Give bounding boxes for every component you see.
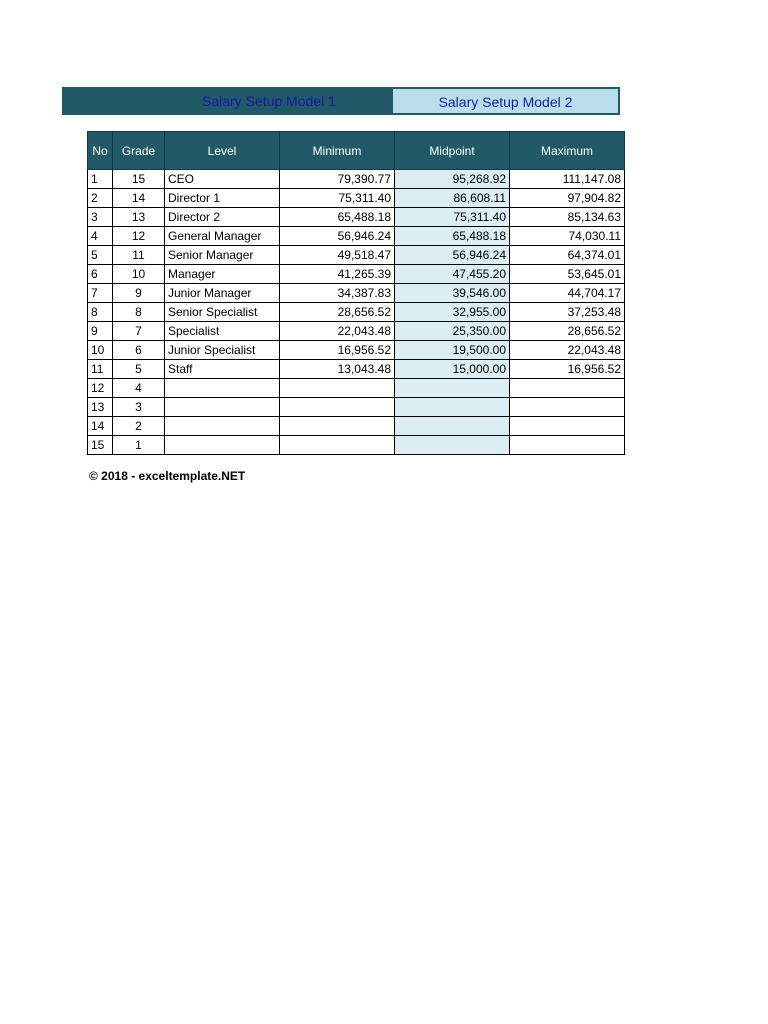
cell-midpoint[interactable]: 25,350.00 [395, 322, 510, 341]
table-row [88, 360, 625, 379]
table-row [88, 284, 625, 303]
cell-maximum[interactable] [510, 436, 625, 455]
cell-no[interactable]: 3 [88, 208, 113, 227]
cell-grade[interactable]: 12 [113, 227, 165, 246]
cell-maximum[interactable]: 37,253.48 [510, 303, 625, 322]
cell-level[interactable] [165, 417, 280, 436]
cell-level[interactable] [165, 436, 280, 455]
cell-midpoint[interactable] [395, 417, 510, 436]
copyright-footer: © 2018 - exceltemplate.NET [89, 469, 246, 483]
table-row [88, 265, 625, 284]
cell-grade[interactable]: 3 [113, 398, 165, 417]
cell-midpoint[interactable]: 15,000.00 [395, 360, 510, 379]
cell-grade[interactable]: 14 [113, 189, 165, 208]
table-row [88, 246, 625, 265]
cell-maximum[interactable] [510, 417, 625, 436]
cell-level[interactable] [165, 379, 280, 398]
cell-maximum[interactable] [510, 379, 625, 398]
cell-minimum[interactable]: 34,387.83 [280, 284, 395, 303]
cell-midpoint[interactable]: 19,500.00 [395, 341, 510, 360]
cell-midpoint[interactable]: 75,311.40 [395, 208, 510, 227]
table-row [88, 208, 625, 227]
cell-no[interactable]: 2 [88, 189, 113, 208]
column-header-level: Level [165, 132, 280, 170]
table-row [88, 341, 625, 360]
cell-no[interactable]: 6 [88, 265, 113, 284]
cell-level[interactable]: Senior Manager [165, 246, 280, 265]
cell-level[interactable]: General Manager [165, 227, 280, 246]
cell-grade[interactable]: 8 [113, 303, 165, 322]
cell-maximum[interactable]: 28,656.52 [510, 322, 625, 341]
cell-no[interactable]: 12 [88, 379, 113, 398]
cell-grade[interactable]: 2 [113, 417, 165, 436]
cell-maximum[interactable]: 16,956.52 [510, 360, 625, 379]
cell-grade[interactable]: 15 [113, 170, 165, 189]
column-header-no: No [88, 132, 113, 170]
cell-level[interactable]: Specialist [165, 322, 280, 341]
cell-grade[interactable]: 1 [113, 436, 165, 455]
cell-grade[interactable]: 5 [113, 360, 165, 379]
cell-level[interactable]: Junior Manager [165, 284, 280, 303]
cell-no[interactable]: 8 [88, 303, 113, 322]
cell-no[interactable]: 10 [88, 341, 113, 360]
cell-maximum[interactable]: 64,374.01 [510, 246, 625, 265]
cell-no[interactable]: 1 [88, 170, 113, 189]
cell-maximum[interactable]: 97,904.82 [510, 189, 625, 208]
cell-grade[interactable]: 7 [113, 322, 165, 341]
cell-midpoint[interactable]: 86,608.11 [395, 189, 510, 208]
tab-salary-setup-model-1[interactable] [62, 88, 392, 114]
table-row [88, 170, 625, 189]
cell-no[interactable]: 14 [88, 417, 113, 436]
cell-grade[interactable]: 6 [113, 341, 165, 360]
column-header-maximum: Maximum [510, 132, 625, 170]
cell-midpoint[interactable]: 39,546.00 [395, 284, 510, 303]
cell-minimum[interactable]: 22,043.48 [280, 322, 395, 341]
cell-maximum[interactable]: 111,147.08 [510, 170, 625, 189]
table-row [88, 303, 625, 322]
cell-minimum[interactable]: 75,311.40 [280, 189, 395, 208]
salary-table [87, 131, 625, 455]
header-row [88, 132, 625, 170]
cell-maximum[interactable]: 74,030.11 [510, 227, 625, 246]
cell-level[interactable]: Junior Specialist [165, 341, 280, 360]
column-header-midpoint: Midpoint [395, 132, 510, 170]
cell-midpoint[interactable] [395, 379, 510, 398]
table-row [88, 436, 625, 455]
cell-minimum[interactable]: 16,956.52 [280, 341, 395, 360]
cell-level[interactable]: CEO [165, 170, 280, 189]
cell-no[interactable]: 13 [88, 398, 113, 417]
cell-no[interactable]: 11 [88, 360, 113, 379]
cell-minimum[interactable]: 49,518.47 [280, 246, 395, 265]
cell-level[interactable]: Director 2 [165, 208, 280, 227]
cell-minimum[interactable] [280, 436, 395, 455]
tab-salary-setup-model-2[interactable] [392, 88, 619, 114]
cell-midpoint[interactable]: 95,268.92 [395, 170, 510, 189]
cell-maximum[interactable]: 44,704.17 [510, 284, 625, 303]
cell-minimum[interactable]: 13,043.48 [280, 360, 395, 379]
cell-minimum[interactable] [280, 417, 395, 436]
cell-no[interactable]: 9 [88, 322, 113, 341]
cell-level[interactable]: Staff [165, 360, 280, 379]
model-tab-bar [62, 87, 620, 115]
table-row [88, 189, 625, 208]
cell-midpoint[interactable] [395, 436, 510, 455]
column-header-grade: Grade [113, 132, 165, 170]
cell-grade[interactable]: 13 [113, 208, 165, 227]
tab-label: Salary Setup Model 1 [202, 93, 336, 109]
table-row [88, 379, 625, 398]
cell-midpoint[interactable]: 56,946.24 [395, 246, 510, 265]
cell-maximum[interactable]: 53,645.01 [510, 265, 625, 284]
cell-grade[interactable]: 10 [113, 265, 165, 284]
column-header-minimum: Minimum [280, 132, 395, 170]
cell-minimum[interactable]: 65,488.18 [280, 208, 395, 227]
table-row [88, 417, 625, 436]
cell-level[interactable] [165, 398, 280, 417]
cell-level[interactable]: Senior Specialist [165, 303, 280, 322]
cell-minimum[interactable]: 28,656.52 [280, 303, 395, 322]
cell-midpoint[interactable]: 32,955.00 [395, 303, 510, 322]
cell-grade[interactable]: 4 [113, 379, 165, 398]
table-row [88, 398, 625, 417]
cell-no[interactable]: 4 [88, 227, 113, 246]
cell-level[interactable]: Director 1 [165, 189, 280, 208]
cell-maximum[interactable] [510, 398, 625, 417]
table-row [88, 227, 625, 246]
cell-minimum[interactable]: 41,265.39 [280, 265, 395, 284]
cell-no[interactable]: 15 [88, 436, 113, 455]
tab-label: Salary Setup Model 2 [438, 94, 573, 110]
cell-no[interactable]: 7 [88, 284, 113, 303]
cell-minimum[interactable] [280, 398, 395, 417]
cell-level[interactable]: Manager [165, 265, 280, 284]
cell-grade[interactable]: 9 [113, 284, 165, 303]
cell-grade[interactable]: 11 [113, 246, 165, 265]
cell-minimum[interactable]: 56,946.24 [280, 227, 395, 246]
cell-midpoint[interactable] [395, 398, 510, 417]
cell-minimum[interactable] [280, 379, 395, 398]
table-row [88, 322, 625, 341]
cell-maximum[interactable]: 85,134.63 [510, 208, 625, 227]
cell-midpoint[interactable]: 65,488.18 [395, 227, 510, 246]
cell-maximum[interactable]: 22,043.48 [510, 341, 625, 360]
cell-midpoint[interactable]: 47,455.20 [395, 265, 510, 284]
cell-minimum[interactable]: 79,390.77 [280, 170, 395, 189]
cell-no[interactable]: 5 [88, 246, 113, 265]
